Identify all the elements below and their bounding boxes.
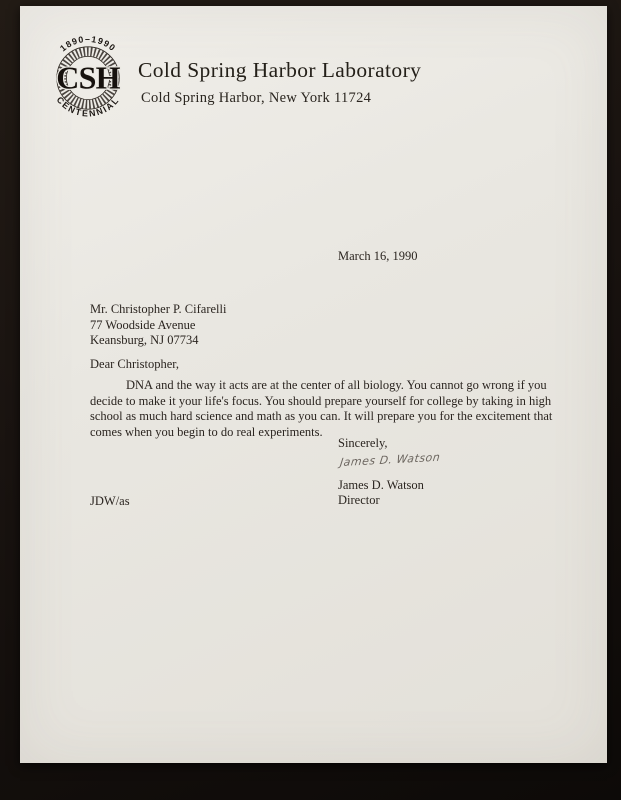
letter-date: March 16, 1990 <box>338 249 418 263</box>
svg-text:CENTENNIAL <box>55 95 122 119</box>
logo-centennial-arc: CENTENNIAL <box>54 94 122 119</box>
letter-body: DNA and the way it acts are at the center of all biology. You cannot go wrong if you decide to make it your life's focus. You should prepare yourself for college by taking in high school as much hard science and math as you can. It will prepare you for the excitement that comes when you begin to do real experiments. <box>90 378 553 439</box>
csh-centennial-logo <box>40 30 136 126</box>
recipient-city: Keansburg, NJ 07734 <box>90 333 199 347</box>
closing: Sincerely, <box>338 436 388 450</box>
handwritten-signature: James D. Watson <box>339 450 442 470</box>
org-name: Cold Spring Harbor Laboratory <box>138 58 422 82</box>
signer-title: Director <box>338 493 380 507</box>
recipient-address-block <box>90 302 226 349</box>
letter-paper <box>20 6 607 763</box>
org-address: Cold Spring Harbor, New York 11724 <box>141 90 372 106</box>
recipient-name: Mr. Christopher P. Cifarelli <box>90 302 227 316</box>
csh-logo-icon <box>40 30 136 126</box>
recipient-street: 77 Woodside Avenue <box>90 317 196 332</box>
typist-reference: JDW/as <box>90 494 130 508</box>
logo-csh-monogram: CSH <box>56 59 120 96</box>
logo-years-arc: 1890–1990 <box>58 33 118 54</box>
salutation: Dear Christopher, <box>90 357 180 371</box>
signer-name: James D. Watson <box>338 478 424 492</box>
